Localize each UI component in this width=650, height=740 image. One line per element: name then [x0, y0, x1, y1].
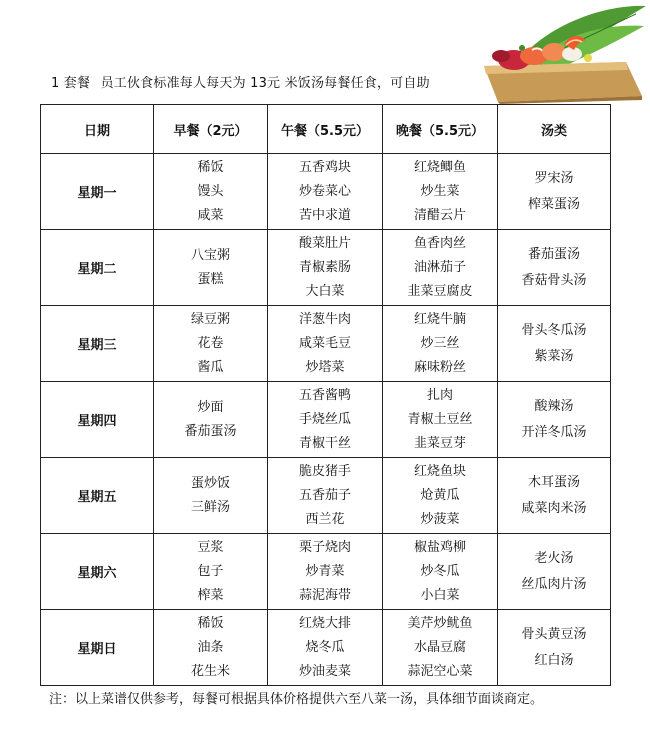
lunch-item: 苦中求道 — [298, 207, 351, 223]
soup-item: 榨菜蛋汤 — [527, 196, 580, 212]
breakfast-cell — [154, 382, 268, 458]
soup-cell — [498, 534, 611, 610]
weekly-menu-table — [40, 104, 611, 686]
soup-cell — [498, 458, 611, 534]
breakfast-item: 花卷 — [197, 335, 224, 351]
lunch-item: 脆皮猪手 — [298, 463, 351, 479]
lunch-item: 西兰花 — [305, 511, 345, 527]
dinner-item: 鱼香肉丝 — [413, 235, 466, 251]
column-header-soup: 汤类 — [498, 105, 611, 154]
table-row — [41, 610, 611, 686]
breakfast-item: 三鲜汤 — [190, 499, 230, 515]
soup-item: 丝瓜肉片汤 — [521, 576, 587, 592]
soup-item: 罗宋汤 — [534, 170, 574, 186]
breakfast-item: 豆浆 — [197, 539, 224, 555]
column-header-dinner: 晚餐（5.5元） — [383, 105, 498, 154]
dinner-cell — [383, 230, 498, 306]
lunch-item: 炒油麦菜 — [298, 663, 351, 679]
lunch-item: 酸菜肚片 — [298, 235, 351, 251]
soup-item: 骨头黄豆汤 — [521, 626, 587, 642]
lunch-item: 青椒素肠 — [298, 259, 351, 275]
breakfast-cell — [154, 306, 268, 382]
breakfast-cell — [154, 230, 268, 306]
breakfast-item: 花生米 — [190, 663, 230, 679]
breakfast-item: 稀饭 — [197, 159, 224, 175]
breakfast-item: 油条 — [197, 639, 224, 655]
column-header-breakfast: 早餐（2元） — [154, 105, 268, 154]
dinner-cell — [383, 458, 498, 534]
table-row — [41, 230, 611, 306]
lunch-item: 炒卷菜心 — [298, 183, 351, 199]
day-cell: 星期二 — [41, 230, 154, 306]
sushi-platter-image — [476, 4, 648, 104]
dinner-item: 韭菜豆芽 — [413, 435, 466, 451]
lunch-cell — [268, 306, 383, 382]
lunch-cell — [268, 458, 383, 534]
day-cell: 星期三 — [41, 306, 154, 382]
column-header-lunch: 午餐（5.5元） — [268, 105, 383, 154]
soup-item: 咸菜肉米汤 — [521, 500, 587, 516]
dinner-item: 韭菜豆腐皮 — [407, 283, 473, 299]
dinner-item: 炒菠菜 — [420, 511, 460, 527]
dinner-item: 美芹炒鱿鱼 — [407, 615, 473, 631]
dinner-item: 小白菜 — [420, 587, 460, 603]
breakfast-item: 绿豆粥 — [190, 311, 230, 327]
dinner-cell — [383, 534, 498, 610]
breakfast-item: 八宝粥 — [190, 247, 230, 263]
soup-item: 酸辣汤 — [534, 398, 574, 414]
breakfast-item: 蛋炒饭 — [190, 475, 230, 491]
table-header-row — [41, 105, 611, 154]
breakfast-cell — [154, 610, 268, 686]
lunch-item: 咸菜毛豆 — [298, 335, 351, 351]
dinner-item: 炝黄瓜 — [420, 487, 460, 503]
lunch-cell — [268, 382, 383, 458]
breakfast-item: 番茄蛋汤 — [184, 423, 237, 439]
lunch-cell — [268, 230, 383, 306]
lunch-item: 栗子烧肉 — [298, 539, 351, 555]
lunch-item: 红烧大排 — [298, 615, 351, 631]
dinner-item: 麻味粉丝 — [413, 359, 466, 375]
dinner-item: 油淋茄子 — [413, 259, 466, 275]
lunch-item: 青椒干丝 — [298, 435, 351, 451]
lunch-item: 五香酱鸭 — [298, 387, 351, 403]
table-row — [41, 534, 611, 610]
soup-item: 老火汤 — [534, 550, 574, 566]
soup-item: 香菇骨头汤 — [521, 272, 587, 288]
day-cell: 星期四 — [41, 382, 154, 458]
lunch-cell — [268, 610, 383, 686]
breakfast-item: 馒头 — [197, 183, 224, 199]
menu-description: 员工伙食标准每人每天为 13元 米饭汤每餐任食，可自助 — [100, 76, 430, 91]
breakfast-item: 咸菜 — [197, 207, 224, 223]
table-row — [41, 306, 611, 382]
soup-item: 木耳蛋汤 — [527, 474, 580, 490]
lunch-item: 大白菜 — [305, 283, 345, 299]
column-header-date: 日期 — [41, 105, 154, 154]
footer-note: 注：以上菜谱仅供参考，每餐可根据具体价格提供六至八菜一汤，具体细节面谈商定。 — [49, 692, 544, 707]
dinner-cell — [383, 610, 498, 686]
dinner-item: 红烧牛腩 — [413, 311, 466, 327]
soup-cell — [498, 230, 611, 306]
day-cell: 星期一 — [41, 154, 154, 230]
dinner-item: 炒冬瓜 — [420, 563, 460, 579]
lunch-item: 洋葱牛肉 — [298, 311, 351, 327]
day-cell: 星期六 — [41, 534, 154, 610]
lunch-item: 蒜泥海带 — [298, 587, 351, 603]
day-cell: 星期日 — [41, 610, 154, 686]
lunch-cell — [268, 534, 383, 610]
table-row — [41, 154, 611, 230]
breakfast-item: 蛋糕 — [197, 271, 224, 287]
dinner-item: 蒜泥空心菜 — [407, 663, 473, 679]
dinner-cell — [383, 306, 498, 382]
dinner-item: 清醋云片 — [413, 207, 466, 223]
dinner-item: 青椒土豆丝 — [407, 411, 473, 427]
dinner-item: 红烧鲫鱼 — [413, 159, 466, 175]
soup-item: 开洋冬瓜汤 — [521, 424, 587, 440]
soup-cell — [498, 610, 611, 686]
lunch-cell — [268, 154, 383, 230]
breakfast-item: 炒面 — [197, 399, 224, 415]
dinner-item: 扎肉 — [426, 387, 453, 403]
dinner-cell — [383, 154, 498, 230]
soup-item: 紫菜汤 — [534, 348, 574, 364]
lunch-item: 手烧丝瓜 — [298, 411, 351, 427]
breakfast-item: 榨菜 — [197, 587, 224, 603]
menu-header — [51, 72, 436, 91]
lunch-item: 烧冬瓜 — [305, 639, 345, 655]
soup-cell — [498, 306, 611, 382]
day-cell: 星期五 — [41, 458, 154, 534]
dinner-item: 水晶豆腐 — [413, 639, 466, 655]
breakfast-cell — [154, 458, 268, 534]
breakfast-cell — [154, 154, 268, 230]
soup-item: 番茄蛋汤 — [527, 246, 580, 262]
soup-cell — [498, 382, 611, 458]
dinner-item: 炒生菜 — [420, 183, 460, 199]
dinner-item: 椒盐鸡柳 — [413, 539, 466, 555]
breakfast-item: 包子 — [197, 563, 224, 579]
breakfast-cell — [154, 534, 268, 610]
lunch-item: 炒塔菜 — [305, 359, 345, 375]
table-row — [41, 382, 611, 458]
set-label: 1 套餐 — [51, 76, 91, 91]
table-row — [41, 458, 611, 534]
breakfast-item: 稀饭 — [197, 615, 224, 631]
soup-item: 红白汤 — [534, 652, 574, 668]
lunch-item: 五香茄子 — [298, 487, 351, 503]
soup-item: 骨头冬瓜汤 — [521, 322, 587, 338]
dinner-cell — [383, 382, 498, 458]
dinner-item: 炒三丝 — [420, 335, 460, 351]
lunch-item: 五香鸡块 — [298, 159, 351, 175]
dinner-item: 红烧鱼块 — [413, 463, 466, 479]
soup-cell — [498, 154, 611, 230]
lunch-item: 炒青菜 — [305, 563, 345, 579]
breakfast-item: 酱瓜 — [197, 359, 224, 375]
